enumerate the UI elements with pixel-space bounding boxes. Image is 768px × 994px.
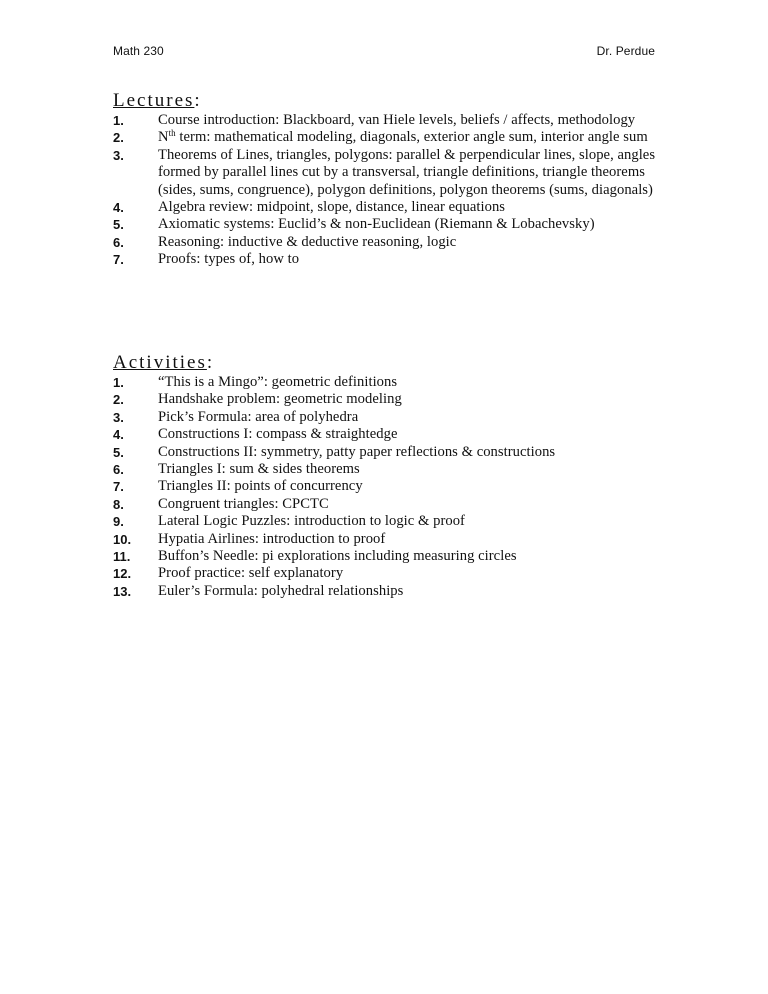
activity-text: Handshake problem: geometric modeling <box>158 391 402 408</box>
lecture-item <box>113 199 673 216</box>
lecture-text <box>158 129 673 146</box>
lecture-text: Course introduction: Blackboard, van Hiele levels, beliefs / affects, methodology <box>158 112 636 128</box>
activity-number: 10. <box>113 531 132 547</box>
lecture-text-rest: term: mathematical modeling, diagonals, exterior angle sum, interior angle sum <box>175 129 648 146</box>
activity-text: Euler’s Formula: polyhedral relationships <box>158 582 404 599</box>
instructor-name: Dr. Perdue <box>596 44 655 58</box>
activity-number: 2. <box>113 392 124 408</box>
activity-text: Constructions I: compass & straightedge <box>158 426 398 443</box>
lecture-number: 7. <box>113 252 124 268</box>
activity-item <box>113 409 673 426</box>
activity-text: “This is a Mingo”: geometric definitions <box>158 374 398 390</box>
lecture-text: Algebra review: midpoint, slope, distance, linear equations <box>158 199 506 216</box>
activity-number: 13. <box>113 583 132 599</box>
activity-item <box>113 444 673 461</box>
lectures-heading <box>113 89 673 113</box>
lecture-number: 3. <box>113 147 124 163</box>
activity-item <box>113 548 673 565</box>
activity-item <box>113 496 673 513</box>
activity-number: 7. <box>113 479 124 495</box>
lecture-number: 4. <box>113 200 124 216</box>
lecture-item <box>113 129 673 146</box>
activities-heading-text: Activities <box>113 352 207 373</box>
page-header <box>113 44 655 58</box>
lecture-text-superscript: th <box>168 128 176 139</box>
lectures-section <box>113 89 673 269</box>
lecture-text: Axiomatic systems: Euclid’s & non-Euclidean (Riemann & Lobachevsky) <box>158 216 595 233</box>
activity-item <box>113 461 673 478</box>
activity-number: 3. <box>113 409 124 425</box>
activity-item <box>113 478 673 495</box>
lecture-number: 1. <box>113 113 124 128</box>
activity-item <box>113 391 673 408</box>
lecture-text: Proofs: types of, how to <box>158 251 300 268</box>
activity-number: 4. <box>113 427 124 443</box>
activity-text: Constructions II: symmetry, patty paper reflections & constructions <box>158 443 556 460</box>
activity-item <box>113 374 673 391</box>
lecture-item <box>113 234 673 251</box>
lecture-text: Reasoning: inductive & deductive reasoning, logic <box>158 233 457 250</box>
activity-text: Pick’s Formula: area of polyhedra <box>158 408 359 425</box>
lecture-item <box>113 216 673 233</box>
activity-text: Hypatia Airlines: introduction to proof <box>158 530 386 547</box>
activities-section <box>113 351 673 600</box>
lecture-number: 2. <box>113 130 124 146</box>
lecture-number: 5. <box>113 217 124 233</box>
activity-text: Congruent triangles: CPCTC <box>158 495 329 512</box>
activity-text: Buffon’s Needle: pi explorations including measuring circles <box>158 548 517 565</box>
activities-heading <box>113 351 673 375</box>
activity-number: 1. <box>113 375 124 390</box>
activities-heading-colon: : <box>206 352 213 373</box>
course-name: Math 230 <box>113 44 164 58</box>
activity-number: 11. <box>113 549 131 565</box>
activity-text: Lateral Logic Puzzles: introduction to logic & proof <box>158 513 465 530</box>
activity-number: 12. <box>113 566 132 582</box>
activities-list <box>113 374 673 600</box>
lecture-text: Theorems of Lines, triangles, polygons: parallel & perpendicular lines, slope, angles formed by parallel lines cut by a transversal, triangle definitions, triangle theorems (sides, sums, congruence), polygon definitions, polygon theorems (sums, diagonals) <box>158 146 656 198</box>
activity-item <box>113 583 673 600</box>
activity-number: 6. <box>113 462 124 478</box>
lecture-item <box>113 147 673 199</box>
activity-item <box>113 531 673 548</box>
lectures-heading-text: Lectures <box>113 90 195 111</box>
activity-text: Triangles II: points of concurrency <box>158 478 363 495</box>
activity-text: Proof practice: self explanatory <box>158 565 344 582</box>
activity-item <box>113 565 673 582</box>
lecture-item <box>113 251 673 268</box>
activity-item <box>113 426 673 443</box>
activity-text: Triangles I: sum & sides theorems <box>158 461 360 478</box>
activity-item <box>113 513 673 530</box>
lecture-text-prefix: N <box>158 129 169 146</box>
activity-number: 8. <box>113 496 124 512</box>
lectures-heading-colon: : <box>194 90 200 111</box>
activity-number: 9. <box>113 514 124 530</box>
lecture-item <box>113 112 673 129</box>
activity-number: 5. <box>113 444 124 460</box>
lecture-number: 6. <box>113 234 124 250</box>
lectures-list <box>113 112 673 269</box>
